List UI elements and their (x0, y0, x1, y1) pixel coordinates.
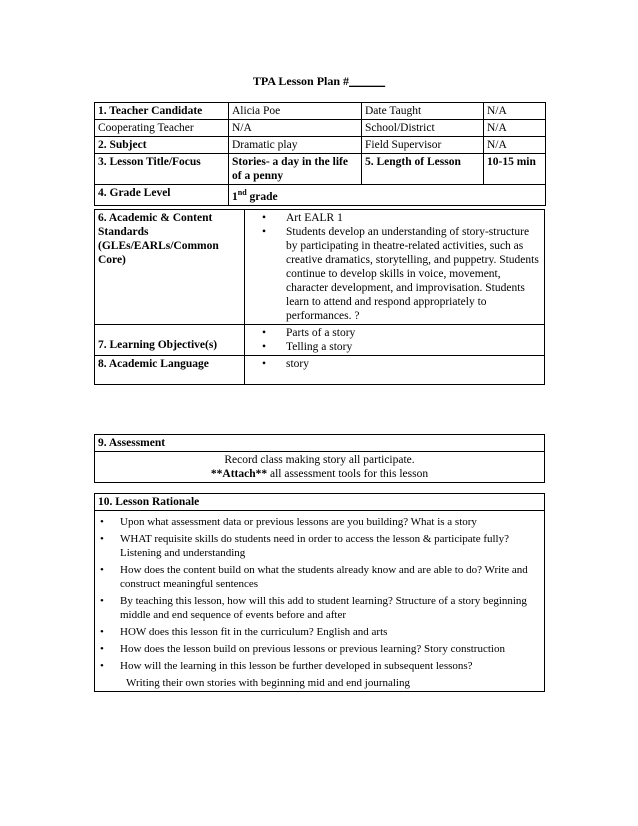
standards-item: • Students develop an understanding of story-structure by participating in theatre-related activities, such as creative dramatics, storytelling, and puppetry. Students continue to develop skills in voice, movement, character development, and improvisation. Students learn to attend and respond appropriately to performances. ? (248, 225, 541, 323)
info-row (95, 154, 546, 185)
info-cell: N/A (484, 103, 546, 120)
objectives-cell (245, 325, 545, 356)
info-cell: Cooperating Teacher (95, 120, 229, 137)
language-label: 8. Academic Language (95, 356, 245, 385)
rationale-item: • WHAT requisite skills do students need in order to access the lesson & participate fully? Listening and understanding (98, 532, 541, 560)
grade-row (95, 185, 546, 206)
standards-label: 6. Academic & Content Standards (GLEs/EARLs/Common Core) (95, 210, 245, 325)
info-cell: 10-15 min (484, 154, 546, 185)
info-table (94, 102, 546, 206)
rationale-content (95, 511, 545, 692)
rationale-item: • By teaching this lesson, how will this add to student learning? Structure of a story beginning middle and end sequence of events before and after (98, 594, 541, 622)
language-cell (245, 356, 545, 385)
language-list (248, 357, 541, 371)
info-cell: Dramatic play (229, 137, 362, 154)
standards-item: • Art EALR 1 (248, 211, 541, 225)
standards-list (248, 211, 541, 323)
info-cell: Date Taught (362, 103, 484, 120)
language-item: • story (248, 357, 541, 371)
info-cell: 2. Subject (95, 137, 229, 154)
assessment-table (94, 434, 545, 483)
rationale-final-line: Writing their own stories with beginning mid and end journaling (126, 677, 410, 689)
info-row (95, 137, 546, 154)
standards-row (95, 210, 545, 325)
info-cell: Stories- a day in the life of a penny (229, 154, 362, 185)
info-cell: Alicia Poe (229, 103, 362, 120)
rationale-table (94, 493, 545, 692)
rationale-item: • How does the content build on what the students already know and are able to do? Write and construct meaningful sentences (98, 563, 541, 591)
info-row (95, 103, 546, 120)
objective-item: • Telling a story (248, 340, 541, 354)
info-row (95, 120, 546, 137)
assessment-content (95, 452, 545, 483)
rationale-item: • Upon what assessment data or previous lessons are you building? What is a story (98, 515, 541, 529)
standards-cell (245, 210, 545, 325)
rationale-item: • HOW does this lesson fit in the curriculum? English and arts (98, 625, 541, 639)
info-cell: N/A (229, 120, 362, 137)
rationale-item: • How does the lesson build on previous lessons or previous learning? Story construction (98, 642, 541, 656)
grade-value: 1nd grade (229, 185, 546, 206)
assessment-line: Record class making story all participate. (224, 454, 415, 466)
assessment-attach: **Attach** all assessment tools for this lesson (210, 468, 429, 480)
page-title (0, 74, 638, 89)
info-cell: 3. Lesson Title/Focus (95, 154, 229, 185)
rationale-list (98, 515, 541, 673)
assessment-label: 9. Assessment (95, 435, 545, 452)
language-row (95, 356, 545, 385)
info-cell: 1. Teacher Candidate (95, 103, 229, 120)
objectives-row (95, 325, 545, 356)
info-cell: N/A (484, 120, 546, 137)
grade-label: 4. Grade Level (95, 185, 229, 206)
info-cell: School/District (362, 120, 484, 137)
standards-table (94, 209, 545, 385)
info-cell: N/A (484, 137, 546, 154)
info-cell: 5. Length of Lesson (362, 154, 484, 185)
objectives-label: 7. Learning Objective(s) (95, 325, 245, 356)
objective-item: • Parts of a story (248, 326, 541, 340)
rationale-label: 10. Lesson Rationale (95, 494, 545, 511)
title-text: TPA Lesson Plan # (252, 74, 350, 88)
info-cell: Field Supervisor (362, 137, 484, 154)
title-blank: ______ (349, 74, 386, 88)
rationale-item: • How will the learning in this lesson be further developed in subsequent lessons? (98, 659, 541, 673)
objectives-list (248, 326, 541, 354)
